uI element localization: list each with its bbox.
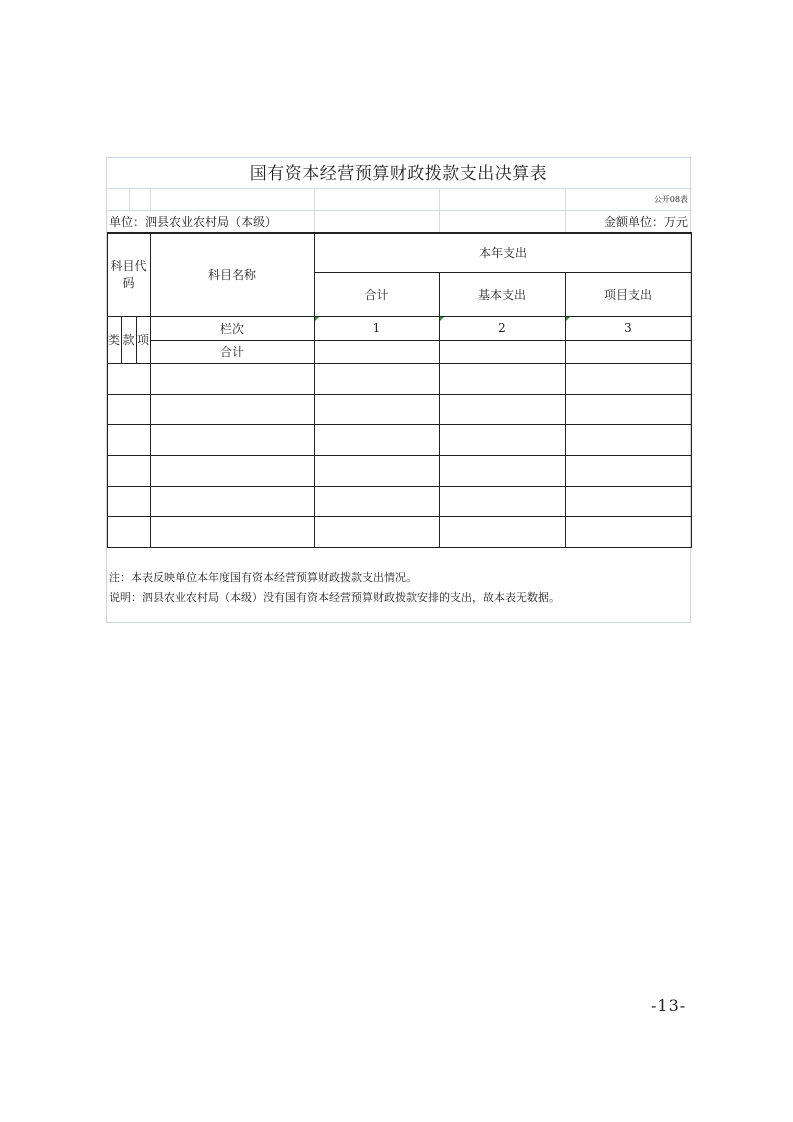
column-index-3: 3	[624, 321, 632, 335]
gridline	[565, 188, 566, 232]
section-header: 款	[122, 333, 135, 347]
subject-name-header: 科目名称	[207, 267, 256, 282]
table-border	[107, 516, 692, 517]
note-line-2: 说明：泗县农业农村局（本级）没有国有资本经营预算财政拨款安排的支出，故本表无数据。	[109, 591, 560, 604]
class-header: 类	[107, 333, 120, 347]
total-header: 合计	[364, 287, 389, 302]
table-border	[107, 455, 692, 456]
expense-table	[107, 232, 692, 548]
gridline	[314, 188, 315, 232]
gridline	[107, 188, 692, 189]
gridline	[439, 188, 440, 232]
cell-marker	[315, 317, 319, 321]
gridline	[107, 210, 692, 211]
gridline	[129, 188, 130, 210]
report-sheet	[106, 157, 691, 623]
money-unit-label: 金额单位：万元	[603, 215, 688, 229]
total-row-label: 合计	[219, 345, 244, 359]
column-index-label: 栏次	[219, 321, 244, 336]
table-border	[107, 363, 692, 364]
note-line-1: 注：本表反映单位本年度国有资本经营预算财政拨款支出情况。	[109, 571, 417, 584]
table-border	[691, 232, 692, 548]
table-border	[107, 486, 692, 487]
project-expense-header: 项目支出	[603, 287, 652, 302]
subject-code-header: 科目代码	[110, 259, 147, 290]
column-index-2: 2	[498, 321, 506, 335]
notes	[109, 568, 560, 608]
table-border	[107, 547, 692, 548]
column-index-1: 1	[372, 321, 381, 335]
form-code: 公开08表	[653, 195, 688, 204]
current-year-expense-header: 本年支出	[478, 245, 527, 260]
basic-expense-header: 基本支出	[477, 287, 526, 302]
unit-label: 单位：泗县农业农村局（本级）	[109, 215, 278, 229]
page-number: -13-	[651, 996, 687, 1015]
cell-marker	[440, 317, 444, 321]
table-title: 国有资本经营预算财政拨款支出决算表	[249, 164, 548, 184]
table-border	[107, 424, 692, 425]
cell-marker	[566, 317, 570, 321]
item-header: 项	[136, 333, 149, 347]
table-border	[107, 394, 692, 395]
gridline	[150, 188, 151, 210]
